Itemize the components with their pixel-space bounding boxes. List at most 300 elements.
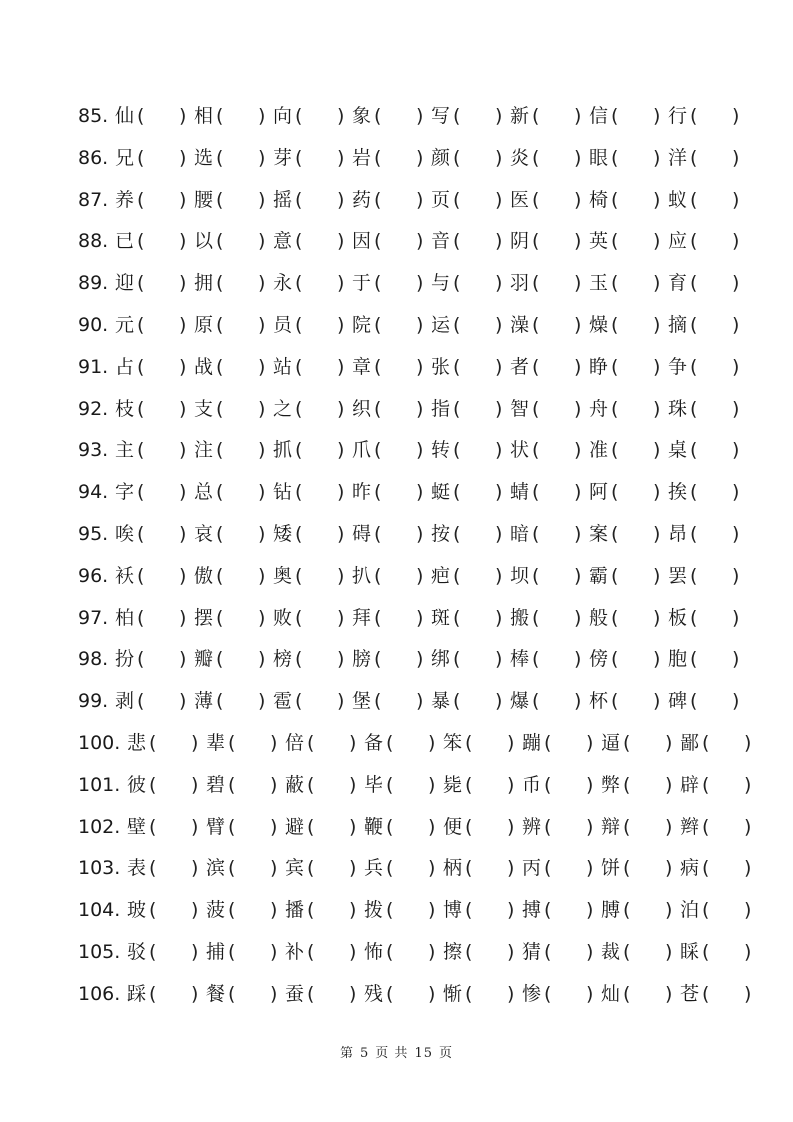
open-paren: ( [465, 857, 473, 880]
answer-blank[interactable] [384, 347, 412, 387]
close-paren: ) [495, 564, 503, 587]
hanzi-character: 英 [589, 230, 609, 253]
char-cell [510, 96, 586, 136]
hanzi-character: 智 [510, 397, 530, 420]
answer-blank[interactable] [475, 807, 503, 847]
exercise-row [0, 556, 793, 596]
answer-blank[interactable] [305, 96, 333, 136]
close-paren: ) [507, 732, 515, 754]
hanzi-character: 意 [273, 230, 293, 253]
hanzi-character: 败 [273, 606, 293, 629]
answer-blank[interactable] [700, 263, 728, 303]
answer-blank[interactable] [305, 347, 333, 387]
answer-blank[interactable] [542, 389, 570, 429]
answer-blank[interactable] [712, 765, 740, 805]
char-cell [273, 556, 349, 596]
answer-blank[interactable] [621, 598, 649, 638]
answer-blank[interactable] [542, 514, 570, 554]
row-number: 91. [78, 355, 109, 378]
open-paren: ( [295, 272, 303, 295]
answer-blank[interactable] [226, 138, 254, 178]
answer-blank[interactable] [475, 765, 503, 805]
open-paren: ( [453, 481, 461, 504]
answer-blank[interactable] [238, 974, 266, 1014]
hanzi-character: 灿 [601, 982, 621, 1005]
hanzi-character: 兵 [364, 857, 384, 880]
answer-blank[interactable] [554, 932, 582, 972]
answer-blank[interactable] [159, 848, 187, 888]
open-paren: ( [374, 481, 382, 504]
answer-blank[interactable] [700, 138, 728, 178]
answer-blank[interactable] [463, 389, 491, 429]
answer-blank[interactable] [238, 807, 266, 847]
close-paren: ) [258, 272, 266, 295]
close-paren: ) [416, 188, 424, 211]
answer-blank[interactable] [147, 430, 175, 470]
answer-blank[interactable] [463, 305, 491, 345]
answer-blank[interactable] [238, 890, 266, 930]
close-paren: ) [495, 397, 503, 420]
answer-blank[interactable] [700, 96, 728, 136]
answer-blank[interactable] [463, 556, 491, 596]
open-paren: ( [453, 105, 461, 127]
close-paren: ) [349, 982, 357, 1005]
answer-blank[interactable] [463, 514, 491, 554]
open-paren: ( [216, 439, 224, 462]
answer-blank[interactable] [700, 221, 728, 261]
answer-blank[interactable] [621, 514, 649, 554]
open-paren: ( [611, 230, 619, 253]
answer-blank[interactable] [317, 848, 345, 888]
answer-blank[interactable] [712, 807, 740, 847]
close-paren: ) [732, 314, 740, 336]
answer-blank[interactable] [554, 890, 582, 930]
open-paren: ( [532, 314, 540, 336]
hanzi-character: 表 [127, 857, 147, 880]
answer-blank[interactable] [700, 556, 728, 596]
answer-blank[interactable] [621, 138, 649, 178]
close-paren: ) [416, 648, 424, 671]
answer-blank[interactable] [159, 807, 187, 847]
answer-blank[interactable] [147, 263, 175, 303]
answer-blank[interactable] [712, 848, 740, 888]
answer-blank[interactable] [159, 765, 187, 805]
hanzi-character: 争 [668, 355, 688, 378]
open-paren: ( [623, 773, 631, 796]
answer-blank[interactable] [633, 932, 661, 972]
answer-blank[interactable] [384, 180, 412, 220]
close-paren: ) [179, 481, 187, 504]
open-paren: ( [295, 105, 303, 127]
answer-blank[interactable] [147, 598, 175, 638]
close-paren: ) [495, 272, 503, 295]
answer-blank[interactable] [384, 514, 412, 554]
answer-blank[interactable] [475, 890, 503, 930]
answer-blank[interactable] [159, 890, 187, 930]
hanzi-character: 案 [589, 523, 609, 545]
char-cell [127, 848, 203, 888]
char-cell [115, 305, 191, 345]
answer-blank[interactable] [317, 932, 345, 972]
answer-blank[interactable] [384, 263, 412, 303]
close-paren: ) [428, 773, 436, 796]
char-cell [364, 765, 440, 805]
answer-blank[interactable] [700, 472, 728, 512]
char-cell [510, 556, 586, 596]
answer-blank[interactable] [542, 305, 570, 345]
char-cell [431, 138, 507, 178]
close-paren: ) [586, 941, 594, 963]
answer-blank[interactable] [159, 932, 187, 972]
answer-blank[interactable] [147, 556, 175, 596]
answer-blank[interactable] [147, 472, 175, 512]
row-number: 88. [78, 230, 109, 253]
answer-blank[interactable] [305, 305, 333, 345]
close-paren: ) [653, 606, 661, 629]
answer-blank[interactable] [621, 639, 649, 679]
answer-blank[interactable] [384, 96, 412, 136]
answer-blank[interactable] [159, 974, 187, 1014]
hanzi-character: 字 [115, 481, 135, 504]
close-paren: ) [507, 773, 515, 796]
answer-blank[interactable] [621, 305, 649, 345]
open-paren: ( [532, 606, 540, 629]
hanzi-character: 扒 [352, 564, 372, 587]
answer-blank[interactable] [226, 430, 254, 470]
answer-blank[interactable] [463, 472, 491, 512]
char-cell [443, 765, 519, 805]
hanzi-character: 瓣 [194, 648, 214, 671]
answer-blank[interactable] [226, 389, 254, 429]
char-cell [589, 180, 665, 220]
answer-blank[interactable] [621, 681, 649, 721]
answer-blank[interactable] [147, 305, 175, 345]
answer-blank[interactable] [621, 96, 649, 136]
hanzi-character: 澡 [510, 314, 530, 336]
footer-middle: 页 共 [375, 1046, 409, 1061]
open-paren: ( [465, 941, 473, 963]
close-paren: ) [653, 230, 661, 253]
row-number: 99. [78, 690, 109, 713]
answer-blank[interactable] [712, 974, 740, 1014]
hanzi-character: 餐 [206, 982, 226, 1005]
answer-blank[interactable] [542, 556, 570, 596]
hanzi-character: 枝 [115, 397, 135, 420]
answer-blank[interactable] [226, 681, 254, 721]
hanzi-character: 迎 [115, 272, 135, 295]
row-number: 87. [78, 188, 109, 211]
answer-blank[interactable] [621, 263, 649, 303]
answer-blank[interactable] [633, 807, 661, 847]
open-paren: ( [374, 648, 382, 671]
open-paren: ( [216, 355, 224, 378]
answer-blank[interactable] [396, 848, 424, 888]
open-paren: ( [702, 899, 710, 922]
answer-blank[interactable] [305, 138, 333, 178]
close-paren: ) [270, 815, 278, 838]
hanzi-character: 羽 [510, 272, 530, 295]
exercise-row [0, 430, 793, 470]
answer-blank[interactable] [305, 389, 333, 429]
answer-blank[interactable] [396, 765, 424, 805]
answer-blank[interactable] [384, 598, 412, 638]
answer-blank[interactable] [463, 430, 491, 470]
answer-blank[interactable] [463, 598, 491, 638]
answer-blank[interactable] [542, 639, 570, 679]
answer-blank[interactable] [226, 263, 254, 303]
answer-blank[interactable] [463, 639, 491, 679]
answer-blank[interactable] [305, 221, 333, 261]
hanzi-character: 鄙 [680, 732, 700, 754]
answer-blank[interactable] [384, 389, 412, 429]
answer-blank[interactable] [226, 472, 254, 512]
answer-blank[interactable] [384, 138, 412, 178]
char-cell [115, 138, 191, 178]
answer-blank[interactable] [305, 430, 333, 470]
answer-blank[interactable] [384, 221, 412, 261]
open-paren: ( [149, 815, 157, 838]
open-paren: ( [453, 523, 461, 545]
answer-blank[interactable] [621, 180, 649, 220]
answer-blank[interactable] [384, 472, 412, 512]
answer-blank[interactable] [305, 180, 333, 220]
answer-blank[interactable] [700, 598, 728, 638]
answer-blank[interactable] [700, 514, 728, 554]
answer-blank[interactable] [463, 180, 491, 220]
hanzi-character: 驳 [127, 941, 147, 963]
answer-blank[interactable] [384, 305, 412, 345]
open-paren: ( [216, 523, 224, 545]
exercise-row [0, 765, 793, 805]
char-cell [273, 263, 349, 303]
answer-blank[interactable] [226, 180, 254, 220]
answer-blank[interactable] [475, 723, 503, 763]
close-paren: ) [507, 982, 515, 1005]
open-paren: ( [611, 648, 619, 671]
hanzi-character: 于 [352, 272, 372, 295]
open-paren: ( [532, 105, 540, 127]
answer-blank[interactable] [396, 890, 424, 930]
answer-blank[interactable] [305, 598, 333, 638]
answer-blank[interactable] [147, 347, 175, 387]
close-paren: ) [349, 941, 357, 963]
answer-blank[interactable] [226, 514, 254, 554]
close-paren: ) [428, 732, 436, 754]
open-paren: ( [690, 397, 698, 420]
hanzi-character: 逼 [601, 732, 621, 754]
open-paren: ( [149, 899, 157, 922]
answer-blank[interactable] [396, 807, 424, 847]
hanzi-character: 雹 [273, 690, 293, 713]
open-paren: ( [611, 272, 619, 295]
answer-blank[interactable] [305, 514, 333, 554]
hanzi-character: 鞭 [364, 815, 384, 838]
answer-blank[interactable] [463, 138, 491, 178]
close-paren: ) [349, 773, 357, 796]
answer-blank[interactable] [226, 347, 254, 387]
close-paren: ) [179, 523, 187, 545]
hanzi-character: 胞 [668, 648, 688, 671]
open-paren: ( [216, 481, 224, 504]
hanzi-character: 拥 [194, 272, 214, 295]
answer-blank[interactable] [396, 974, 424, 1014]
exercise-row [0, 848, 793, 888]
answer-blank[interactable] [542, 472, 570, 512]
answer-blank[interactable] [147, 514, 175, 554]
answer-blank[interactable] [542, 180, 570, 220]
open-paren: ( [532, 355, 540, 378]
answer-blank[interactable] [147, 639, 175, 679]
open-paren: ( [295, 439, 303, 462]
close-paren: ) [665, 857, 673, 880]
answer-blank[interactable] [542, 598, 570, 638]
close-paren: ) [270, 732, 278, 754]
answer-blank[interactable] [147, 96, 175, 136]
answer-blank[interactable] [542, 138, 570, 178]
answer-blank[interactable] [384, 681, 412, 721]
answer-blank[interactable] [542, 681, 570, 721]
answer-blank[interactable] [633, 723, 661, 763]
answer-blank[interactable] [475, 974, 503, 1014]
answer-blank[interactable] [147, 389, 175, 429]
answer-blank[interactable] [305, 556, 333, 596]
close-paren: ) [586, 815, 594, 838]
open-paren: ( [611, 690, 619, 713]
answer-blank[interactable] [305, 263, 333, 303]
answer-blank[interactable] [463, 347, 491, 387]
answer-blank[interactable] [384, 639, 412, 679]
char-cell [589, 138, 665, 178]
answer-blank[interactable] [226, 305, 254, 345]
answer-blank[interactable] [700, 430, 728, 470]
answer-blank[interactable] [554, 807, 582, 847]
answer-blank[interactable] [317, 890, 345, 930]
answer-blank[interactable] [317, 723, 345, 763]
exercise-row [0, 347, 793, 387]
answer-blank[interactable] [305, 639, 333, 679]
answer-blank[interactable] [621, 221, 649, 261]
answer-blank[interactable] [621, 430, 649, 470]
hanzi-character: 壁 [127, 815, 147, 838]
hanzi-character: 指 [431, 397, 451, 420]
answer-blank[interactable] [238, 848, 266, 888]
char-cell [364, 974, 440, 1014]
answer-blank[interactable] [542, 430, 570, 470]
answer-blank[interactable] [305, 681, 333, 721]
hanzi-character: 唉 [115, 523, 135, 545]
answer-blank[interactable] [621, 472, 649, 512]
answer-blank[interactable] [317, 765, 345, 805]
char-cell [443, 932, 519, 972]
hanzi-character: 播 [285, 899, 305, 922]
answer-blank[interactable] [712, 932, 740, 972]
answer-blank[interactable] [633, 890, 661, 930]
answer-blank[interactable] [226, 639, 254, 679]
answer-blank[interactable] [147, 681, 175, 721]
char-cell [194, 556, 270, 596]
close-paren: ) [416, 481, 424, 504]
answer-blank[interactable] [621, 347, 649, 387]
answer-blank[interactable] [542, 263, 570, 303]
answer-blank[interactable] [700, 305, 728, 345]
answer-blank[interactable] [633, 848, 661, 888]
answer-blank[interactable] [700, 681, 728, 721]
answer-blank[interactable] [317, 974, 345, 1014]
answer-blank[interactable] [621, 556, 649, 596]
answer-blank[interactable] [305, 472, 333, 512]
answer-blank[interactable] [147, 221, 175, 261]
answer-blank[interactable] [463, 96, 491, 136]
answer-blank[interactable] [554, 723, 582, 763]
answer-blank[interactable] [712, 723, 740, 763]
answer-blank[interactable] [159, 723, 187, 763]
hanzi-character: 踩 [127, 982, 147, 1005]
answer-blank[interactable] [226, 221, 254, 261]
answer-blank[interactable] [475, 848, 503, 888]
answer-blank[interactable] [317, 807, 345, 847]
answer-blank[interactable] [147, 180, 175, 220]
char-cell [352, 347, 428, 387]
close-paren: ) [179, 146, 187, 169]
hanzi-character: 暗 [510, 523, 530, 545]
answer-blank[interactable] [554, 765, 582, 805]
answer-blank[interactable] [238, 932, 266, 972]
close-paren: ) [428, 941, 436, 963]
answer-blank[interactable] [633, 974, 661, 1014]
answer-blank[interactable] [700, 389, 728, 429]
answer-blank[interactable] [226, 556, 254, 596]
answer-blank[interactable] [621, 389, 649, 429]
answer-blank[interactable] [700, 180, 728, 220]
answer-blank[interactable] [396, 932, 424, 972]
char-cell [352, 681, 428, 721]
close-paren: ) [258, 355, 266, 378]
answer-blank[interactable] [396, 723, 424, 763]
answer-blank[interactable] [226, 96, 254, 136]
answer-blank[interactable] [384, 556, 412, 596]
answer-blank[interactable] [712, 890, 740, 930]
answer-blank[interactable] [238, 765, 266, 805]
char-cell [352, 263, 428, 303]
answer-blank[interactable] [384, 430, 412, 470]
answer-blank[interactable] [700, 639, 728, 679]
close-paren: ) [653, 105, 661, 127]
answer-blank[interactable] [542, 96, 570, 136]
close-paren: ) [586, 732, 594, 754]
answer-blank[interactable] [700, 347, 728, 387]
answer-blank[interactable] [238, 723, 266, 763]
open-paren: ( [386, 815, 394, 838]
answer-blank[interactable] [463, 681, 491, 721]
open-paren: ( [702, 941, 710, 963]
answer-blank[interactable] [475, 932, 503, 972]
answer-blank[interactable] [554, 848, 582, 888]
hanzi-character: 傲 [194, 564, 214, 587]
char-cell [194, 389, 270, 429]
hanzi-character: 搏 [522, 899, 542, 922]
char-cell [510, 430, 586, 470]
answer-blank[interactable] [542, 347, 570, 387]
char-cell [206, 974, 282, 1014]
answer-blank[interactable] [463, 263, 491, 303]
open-paren: ( [137, 397, 145, 420]
answer-blank[interactable] [226, 598, 254, 638]
answer-blank[interactable] [147, 138, 175, 178]
answer-blank[interactable] [554, 974, 582, 1014]
answer-blank[interactable] [542, 221, 570, 261]
answer-blank[interactable] [463, 221, 491, 261]
answer-blank[interactable] [633, 765, 661, 805]
